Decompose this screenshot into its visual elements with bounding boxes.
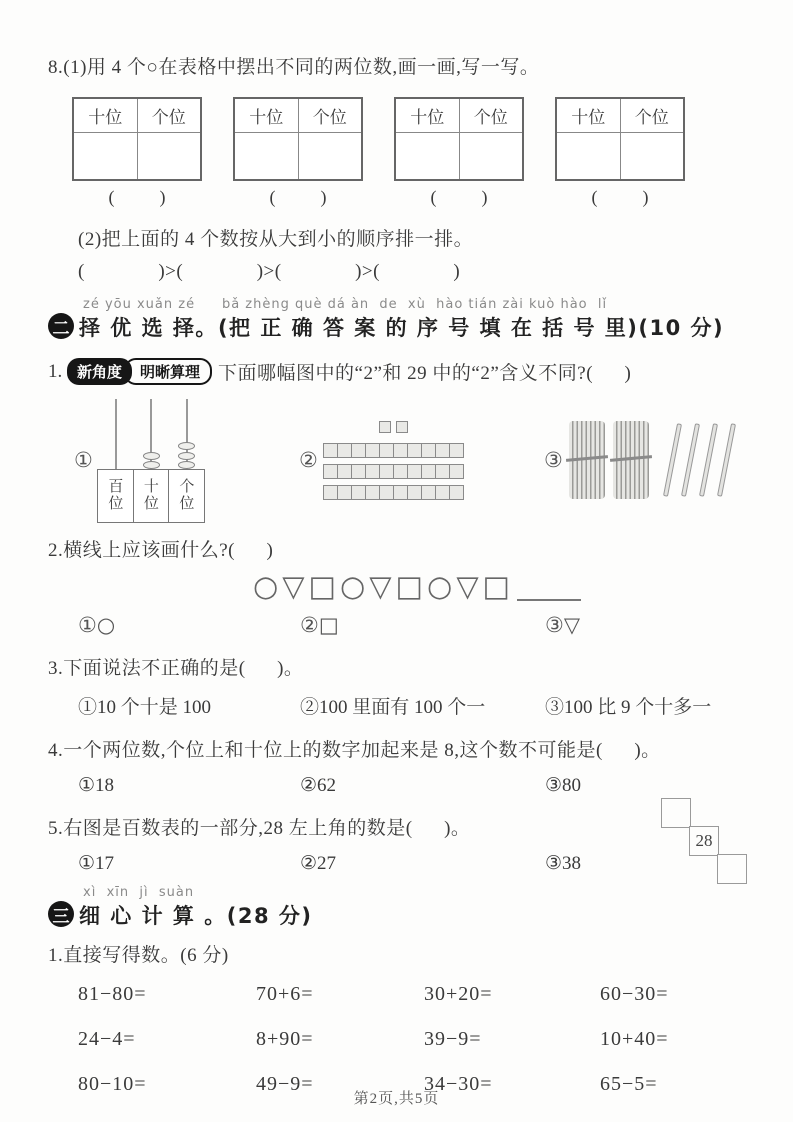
abacus-label-char: 百: [108, 478, 124, 495]
calc-problem: 70+6=: [256, 983, 314, 1005]
rod-segment: [323, 443, 338, 458]
shape-pattern: [253, 569, 753, 603]
rod-segment: [337, 443, 352, 458]
tens-cell: [395, 132, 459, 180]
unit-cube: [396, 421, 408, 433]
q4-option-3: ③80: [545, 775, 582, 796]
place-value-table: [233, 97, 363, 181]
section2-pinyin-a: zé yōu xuǎn zé: [83, 297, 196, 312]
abacus-column: [168, 411, 205, 523]
q8-part2-text: (2)把上面的 4 个数按从大到小的顺序排一排。: [78, 229, 474, 250]
abacus-column: [97, 411, 134, 523]
rod-segment: [421, 443, 436, 458]
answer-paren: ( ): [591, 187, 649, 207]
calc-problem: 39−9=: [424, 1028, 482, 1050]
q5-option-2: ②27: [300, 853, 337, 874]
abacus-rod-area: [168, 411, 205, 469]
ones-header: 个位: [137, 98, 201, 132]
section2-number-icon: 二: [48, 313, 74, 339]
grid-cell-28: 28: [689, 826, 719, 856]
rod-segment: [393, 443, 408, 458]
abacus-bead: [178, 452, 195, 460]
unit-cube: [379, 421, 391, 433]
tens-header: 十位: [556, 98, 620, 132]
abacus-place-label: [133, 469, 170, 523]
ones-cell: [137, 132, 201, 180]
rod-segment: [435, 485, 450, 500]
q4-text: 4.一个两位数,个位上和十位上的数字加起来是 8,这个数不可能是( )。: [48, 740, 661, 761]
q5-text: 5.右图是百数表的一部分,28 左上角的数是( )。: [48, 818, 471, 839]
ones-header: 个位: [298, 98, 362, 132]
q2-option-3: ③▽: [545, 613, 580, 637]
rod-segment: [421, 485, 436, 500]
hundred-chart-fragment: [661, 798, 747, 884]
rod-segment: [421, 464, 436, 479]
abacus-rod: [115, 399, 117, 469]
abacus-label-char: 位: [108, 496, 124, 512]
base-ten-blocks: [324, 421, 464, 500]
rod-segment: [379, 443, 394, 458]
rod-segment: [351, 464, 366, 479]
abacus-bead: [143, 452, 160, 460]
rod-segment: [393, 464, 408, 479]
place-value-table: [394, 97, 524, 181]
option2-figure: [299, 421, 534, 500]
place-value-table: [72, 97, 202, 181]
stick-bundle: [569, 421, 605, 499]
abacus-label-char: 十: [143, 478, 159, 495]
q3-options: [78, 692, 753, 719]
rod-segment: [323, 485, 338, 500]
q4-option-2: ②62: [300, 775, 337, 796]
ordering-blanks: ( )>( )>( )>( ): [78, 261, 461, 282]
q3-text: 3.下面说法不正确的是( )。: [48, 658, 304, 679]
q2-text: 2.横线上应该画什么?( ): [48, 540, 274, 561]
answer-paren: ( ): [269, 187, 327, 207]
rod-segment: [351, 443, 366, 458]
q1-images-row: [74, 397, 753, 523]
calc-problem: 65−5=: [600, 1073, 658, 1095]
empty-grid-cell: [717, 854, 747, 884]
rod-segment: [435, 443, 450, 458]
rod-segment: [365, 464, 380, 479]
q4-options: [78, 774, 753, 797]
q2-options: [78, 613, 753, 637]
abacus-column: [133, 411, 170, 523]
rod-segment: [379, 464, 394, 479]
tens-header: 十位: [73, 98, 137, 132]
answer-parens-row: [72, 187, 753, 208]
abacus-place-label: [97, 469, 134, 523]
q1-number: 1.: [48, 360, 67, 382]
blocks-rods: [324, 437, 464, 500]
section2-title-b: (把 正 确 答 案 的 序 号 填 在 括 号 里)(10 分): [217, 316, 725, 340]
q5-option-1: ①17: [78, 853, 115, 874]
rod-segment: [337, 485, 352, 500]
option1-figure: [74, 397, 289, 523]
q8-part1-text: 8.(1)用 4 个○在表格中摆出不同的两位数,画一画,写一写。: [48, 57, 540, 78]
circled-1-label: ①: [74, 448, 93, 472]
stick-bundle: [613, 421, 649, 499]
section3-number-icon: 三: [48, 901, 74, 927]
ones-cell: [298, 132, 362, 180]
ten-rod: [324, 485, 464, 500]
tens-cell: [556, 132, 620, 180]
rod-segment: [379, 485, 394, 500]
calc-problem: 10+40=: [600, 1028, 669, 1050]
loose-stick: [663, 423, 682, 497]
q4-option-1: ①18: [78, 775, 115, 796]
q1-text: 下面哪幅图中的“2”和 29 中的“2”含义不同?( ): [218, 363, 632, 384]
calc-problem: 60−30=: [600, 983, 669, 1005]
q2-option-2: ②□: [300, 613, 339, 637]
abacus-rod-area: [133, 411, 170, 469]
rod-segment: [449, 485, 464, 500]
tens-header: 十位: [234, 98, 298, 132]
calc-problem: 24−4=: [78, 1028, 136, 1050]
calc-problem: 80−10=: [78, 1073, 147, 1095]
section3-header: [48, 885, 753, 930]
rod-segment: [337, 464, 352, 479]
pattern-glyphs: ○▽□○▽□○▽□: [253, 569, 515, 603]
rod-segment: [449, 464, 464, 479]
rod-segment: [407, 485, 422, 500]
calc-problem: 34−30=: [424, 1073, 493, 1095]
clear-reasoning-badge: 明晰算理: [124, 358, 212, 385]
rod-segment: [323, 464, 338, 479]
section2-header: [48, 297, 753, 342]
section2-title-a: 择 优 选 择。: [79, 316, 218, 340]
tens-cell: [73, 132, 137, 180]
ten-rod: [324, 464, 464, 479]
q2-option-1: ①○: [78, 613, 116, 637]
rod-segment: [407, 443, 422, 458]
rod-segment: [449, 443, 464, 458]
loose-stick: [699, 423, 718, 497]
rod-segment: [407, 464, 422, 479]
ones-cell: [620, 132, 684, 180]
place-value-table: [555, 97, 685, 181]
page-footer: 第2页,共5页: [353, 1091, 440, 1107]
loose-stick: [681, 423, 700, 497]
q1-line: [48, 358, 753, 385]
pattern-blank-line: [517, 597, 581, 601]
calc-title: 1.直接写得数。(6 分): [48, 945, 229, 966]
ones-header: 个位: [620, 98, 684, 132]
ones-cell: [459, 132, 523, 180]
rod-segment: [393, 485, 408, 500]
tens-cell: [234, 132, 298, 180]
place-value-tables-row: [72, 97, 753, 181]
q5-options: [78, 852, 753, 875]
rod-segment: [435, 464, 450, 479]
calc-problem: 49−9=: [256, 1073, 314, 1095]
calc-problem: 81−80=: [78, 983, 147, 1005]
q3-option-2: ②100 里面有 100 个一: [300, 697, 486, 718]
rod-segment: [365, 443, 380, 458]
calc-problem: 8+90=: [256, 1028, 314, 1050]
abacus-bead: [178, 442, 195, 450]
empty-grid-cell: [661, 798, 691, 828]
circled-2-label: ②: [299, 448, 318, 472]
answer-paren: ( ): [430, 187, 488, 207]
calc-problem: 30+20=: [424, 983, 493, 1005]
ones-header: 个位: [459, 98, 523, 132]
answer-paren: ( ): [108, 187, 166, 207]
abacus-place-label: [168, 469, 205, 523]
abacus-label-char: 个: [179, 478, 195, 495]
abacus-bead: [143, 461, 160, 469]
q3-option-3: ③100 比 9 个十多一: [545, 697, 712, 718]
option3-figure: [544, 421, 729, 499]
abacus-label-char: 位: [143, 496, 159, 512]
stick-bundles: [569, 421, 729, 499]
abacus-rod-area: [97, 411, 134, 469]
loose-stick: [717, 423, 736, 497]
tens-header: 十位: [395, 98, 459, 132]
circled-3-label: ③: [544, 448, 563, 472]
rod-segment: [351, 485, 366, 500]
new-angle-badge: 新角度: [67, 358, 132, 385]
q3-option-1: ①10 个十是 100: [78, 697, 212, 718]
section3-title: 细 心 计 算 。(28 分): [79, 904, 313, 928]
abacus-label-char: 位: [179, 496, 195, 512]
calc-problems-grid: [78, 983, 753, 1096]
q5-option-3: ③38: [545, 853, 582, 874]
ten-rod: [324, 443, 464, 458]
section2-pinyin-b: bǎ zhèng què dá àn de xù hào tián zài kuò hào lǐ: [221, 297, 608, 312]
abacus-bead: [178, 461, 195, 469]
rod-segment: [365, 485, 380, 500]
section3-pinyin: xì xīn jì suàn: [83, 885, 195, 900]
blocks-units: [379, 421, 408, 433]
abacus: [99, 411, 206, 523]
